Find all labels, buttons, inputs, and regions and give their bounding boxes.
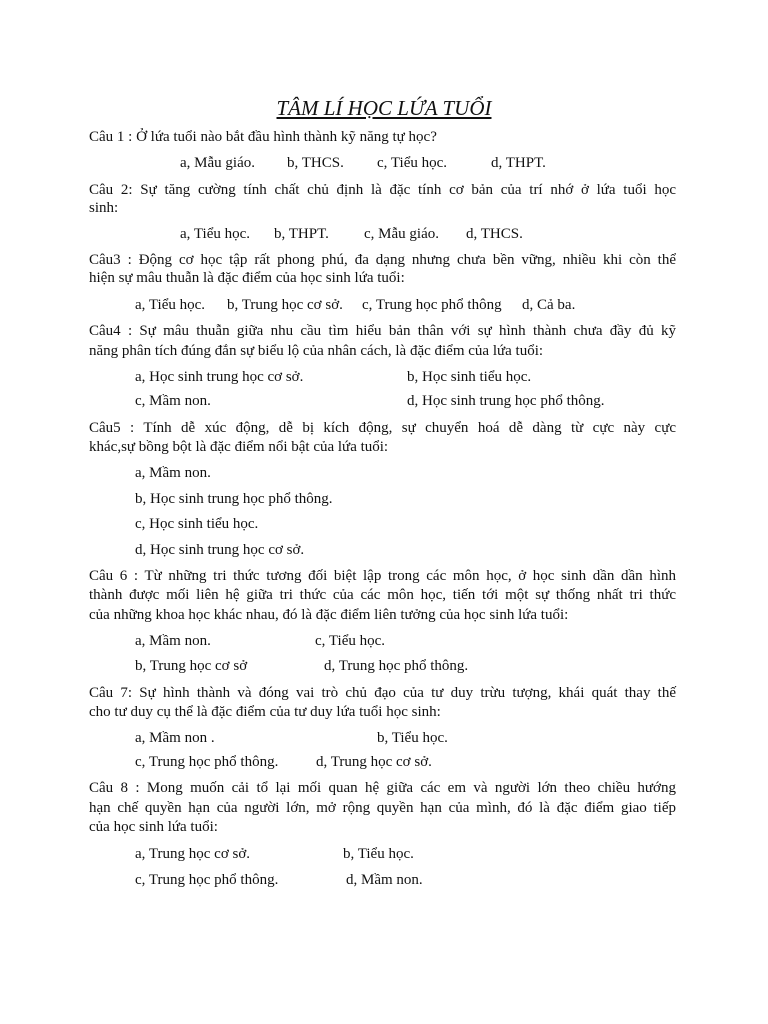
question-6-text-line-2: thành được mối liên hệ giữa tri thức của các môn học, tiến tới một sự thống nhất tri thức [89, 587, 676, 603]
question-1-option-b: b, THCS. [287, 155, 344, 171]
question-2-text-line-2: sinh: [89, 200, 119, 216]
question-7-option-b: b, Tiểu học. [377, 730, 448, 746]
question-5-option-b: b, Học sinh trung học phổ thông. [135, 491, 333, 507]
question-7-option-a: a, Mầm non . [135, 730, 215, 746]
question-4-text-line-2: năng phân tích đúng đắn sự biểu lộ của nhân cách, là đặc điểm của lứa tuổi: [89, 343, 544, 359]
question-5-option-c: c, Học sinh tiểu học. [135, 516, 259, 532]
question-6-option-c: c, Tiểu học. [315, 633, 386, 649]
question-2-option-d: d, THCS. [466, 226, 523, 242]
question-8-option-b: b, Tiểu học. [343, 846, 414, 862]
question-4-option-c: c, Mầm non. [135, 393, 211, 409]
question-2-option-b: b, THPT. [274, 226, 329, 242]
question-4-option-d: d, Học sinh trung học phổ thông. [407, 393, 605, 409]
question-4-text-line-1: Câu4 : Sự mâu thuẫn giữa nhu cầu tìm hiểu bản thân với sự hình thành chưa đầy đủ kỹ [89, 323, 676, 339]
question-3-text-line-1: Câu3 : Động cơ học tập rất phong phú, đa dạng nhưng chưa bền vững, nhiều khi còn thể [89, 252, 676, 268]
question-7-option-c: c, Trung học phổ thông. [135, 754, 279, 770]
question-8-option-d: d, Mầm non. [346, 872, 423, 888]
question-5-text-line-2: khác,sự bồng bột là đặc điểm nổi bật của lứa tuổi: [89, 439, 389, 455]
question-5-option-d: d, Học sinh trung học cơ sở. [135, 542, 305, 558]
question-3-option-c: c, Trung học phổ thông [362, 297, 502, 313]
question-6-option-a: a, Mầm non. [135, 633, 211, 649]
question-6-option-d: d, Trung học phổ thông. [324, 658, 469, 674]
question-1-option-c: c, Tiểu học. [377, 155, 448, 171]
question-8-option-a: a, Trung học cơ sở. [135, 846, 251, 862]
question-8-text-line-1: Câu 8 : Mong muốn cải tổ lại mối quan hệ giữa các em và người lớn theo chiều hướng [89, 780, 676, 796]
question-3-text-line-2: hiện sự mâu thuẫn là đặc điểm của học sinh lứa tuổi: [89, 270, 405, 286]
question-6-text-line-1: Câu 6 : Từ những tri thức tương đối biệt lập trong các môn học, ở học sinh dần dần hình [89, 568, 676, 584]
question-2-option-a: a, Tiểu học. [180, 226, 251, 242]
question-6-text-line-3: của những khoa học khác nhau, đó là đặc điểm liên tưởng của học sinh lứa tuổi: [89, 607, 569, 623]
question-8-text-line-2: hạn chế quyền hạn của người lớn, mở rộng quyền hạn của mình, đó là đặc điểm giao tiếp [89, 800, 676, 816]
question-1-text: Câu 1 : Ở lứa tuổi nào bắt đầu hình thành kỹ năng tự học? [89, 129, 437, 145]
question-7-option-d: d, Trung học cơ sở. [316, 754, 432, 770]
question-2-option-c: c, Mẫu giáo. [364, 226, 439, 242]
question-7-text-line-1: Câu 7: Sự hình thành và đóng vai trò chủ đạo của tư duy trừu tượng, khái quát thay thế [89, 685, 676, 701]
question-3-option-d: d, Cả ba. [522, 297, 576, 313]
question-3-option-a: a, Tiểu học. [135, 297, 206, 313]
question-1-option-d: d, THPT. [491, 155, 546, 171]
question-5-option-a: a, Mầm non. [135, 465, 211, 481]
question-7-text-line-2: cho tư duy cụ thể là đặc điểm của tư duy lứa tuổi học sinh: [89, 704, 441, 720]
question-8-option-c: c, Trung học phổ thông. [135, 872, 279, 888]
question-4-option-b: b, Học sinh tiểu học. [407, 369, 532, 385]
document-title: TÂM LÍ HỌC LỨA TUỔI [276, 96, 492, 120]
question-6-option-b: b, Trung học cơ sở [135, 658, 248, 674]
question-3-option-b: b, Trung học cơ sở. [227, 297, 343, 313]
question-1-option-a: a, Mẫu giáo. [180, 155, 255, 171]
question-8-text-line-3: của học sinh lứa tuổi: [89, 819, 218, 835]
question-5-text-line-1: Câu5 : Tính dễ xúc động, dễ bị kích động, sự chuyển hoá dễ dàng từ cực này cực [89, 420, 676, 436]
question-2-text-line-1: Câu 2: Sự tăng cường tính chất chủ định là đặc tính cơ bản của trí nhớ ở lứa tuổi học [89, 182, 676, 198]
question-4-option-a: a, Học sinh trung học cơ sở. [135, 369, 304, 385]
